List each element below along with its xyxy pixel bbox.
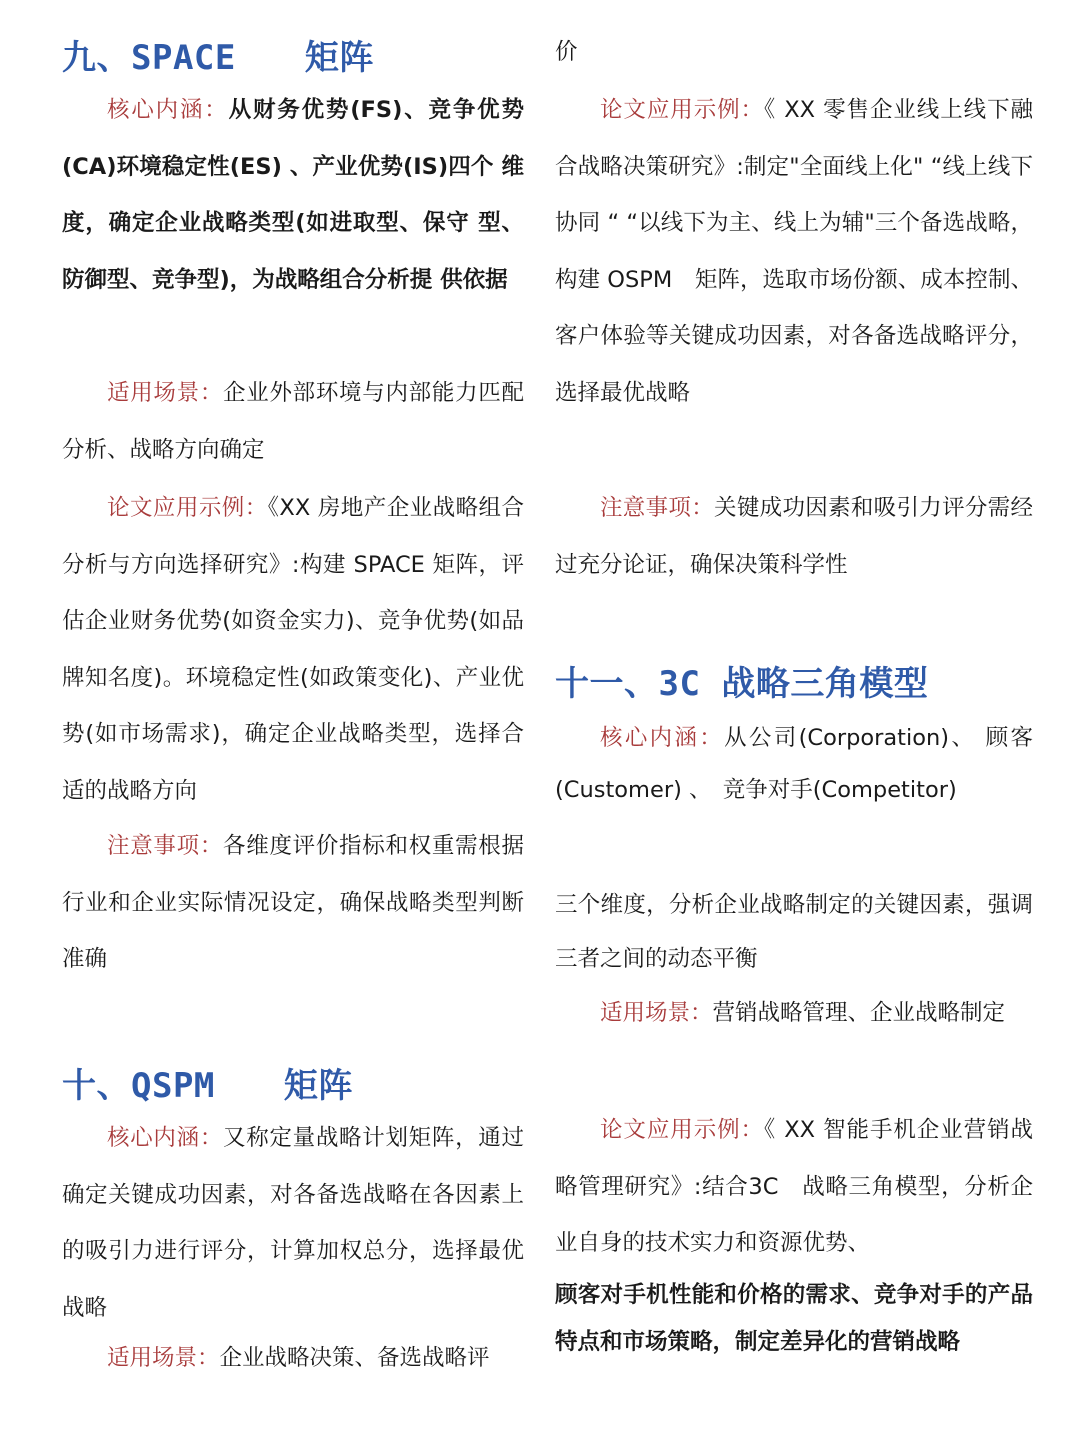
section-10-note <box>555 480 1033 593</box>
core-label: 核心内涵： <box>107 97 229 123</box>
section-10-core <box>62 1110 524 1336</box>
section-9-core <box>62 82 524 308</box>
example-text: 《XX 房地产企业战略组合分析与方向选择研究》:构建 SPACE 矩阵，评估企业财务优势(如资金实力)、竞争优势(如品牌知名度)。环境稳定性(如政策变化)、产业优势(如市场需求)，确定企业战略类型，选择合适的战略方向 <box>62 495 524 804</box>
scene-label: 适用场景： <box>600 1000 713 1026</box>
section-9-scene <box>62 365 524 478</box>
section-11-core-1 <box>555 712 1033 816</box>
section-11-example-1 <box>555 1102 1033 1272</box>
example-text: 《 XX 零售企业线上线下融合战略决策研究》:制定"全面线上化" “线上线下协同 “ “以线下为主、线上为辅"三个备选战略，构建 OSPM 矩阵，选取市场份额、成本控制、客户体验等关键成功因素，对各备选战略评分，选择最优战略 <box>555 97 1033 406</box>
core-text: 从财务优势(FS)、竞争优势 (CA)环境稳定性(ES) 、产业优势(IS)四个 维度，确定企业战略类型(如进取型、保守 型、防御型、竞争型)，为战略组合分析提 供依据 <box>62 97 524 293</box>
note-text: 各维度评价指标和权重需根据行业和企业实际情况设定，确保战略类型判断准确 <box>62 833 524 972</box>
scene-text: 企业外部环境与内部能力匹配分析、战略方向确定 <box>62 380 524 463</box>
example-label: 论文应用示例： <box>600 1117 764 1143</box>
example-label: 论文应用示例： <box>107 495 268 521</box>
section-11-core-2: 三个维度，分析企业战略制定的关键因素，强调三者之间的动态平衡 <box>555 892 1033 972</box>
section-9-example <box>62 480 524 819</box>
section-9-title: 九、SPACE 矩阵 <box>62 38 374 78</box>
section-9-note <box>62 818 524 988</box>
section-10-scene <box>62 1330 524 1387</box>
section-10-title: 十、QSPM 矩阵 <box>62 1066 353 1106</box>
note-label: 注意事项： <box>107 833 224 859</box>
note-label: 注意事项： <box>600 495 715 521</box>
core-text: 从公司(Corporation)、 顾客 (Customer) 、 竞争对手(Competitor) <box>555 725 1033 803</box>
scene-text: 企业战略决策、备选战略评 <box>219 1345 490 1371</box>
scene-label: 适用场景： <box>107 1345 220 1371</box>
core-text: 又称定量战略计划矩阵，通过确定关键成功因素，对各备选战略在各因素上的吸引力进行评分，计算加权总分，选择最优战略 <box>62 1125 524 1321</box>
section-10-example <box>555 82 1033 421</box>
section-11-scene <box>555 985 1033 1042</box>
section-11-title: 十一、3C 战略三角模型 <box>555 664 929 704</box>
example-label: 论文应用示例： <box>600 97 764 123</box>
note-text: 关键成功因素和吸引力评分需经过充分论证，确保决策科学性 <box>555 495 1033 578</box>
core-label: 核心内涵： <box>600 725 725 751</box>
section-10-scene-continued: 价 <box>555 39 578 65</box>
example-text: 《 XX 智能手机企业营销战略管理研究》:结合3C 战略三角模型，分析企业自身的技术实力和资源优势、 <box>555 1117 1033 1256</box>
scene-label: 适用场景： <box>107 380 224 406</box>
core-label: 核心内涵： <box>107 1125 224 1151</box>
scene-text: 营销战略管理、企业战略制定 <box>712 1000 1006 1026</box>
section-11-example-2: 顾客对手机性能和价格的需求、竞争对手的产品特点和市场策略，制定差异化的营销战略 <box>555 1282 1033 1355</box>
